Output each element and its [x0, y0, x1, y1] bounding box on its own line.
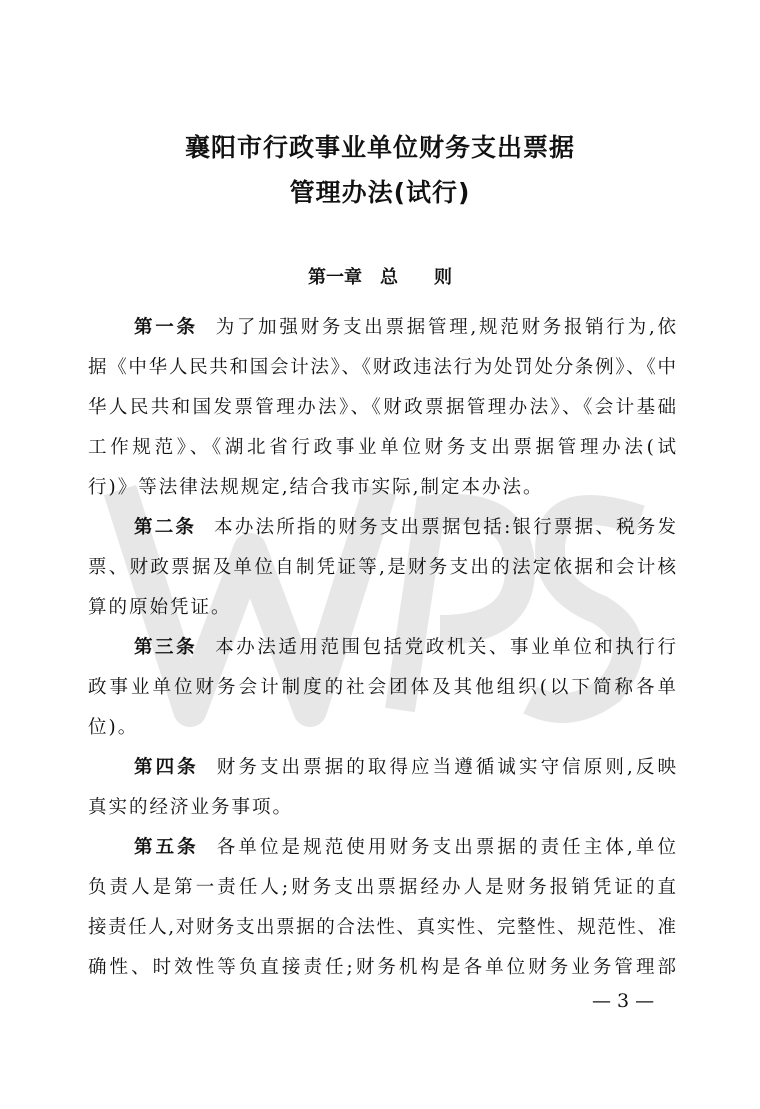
- line-text: 财务支出票据的取得应当遵循诚实守信原则,反映: [216, 757, 676, 778]
- line-text: 本办法适用范围包括党政机关、事业单位和执行行: [215, 637, 676, 658]
- line-text: 票、财政票据及单位自制凭证等,是财务支出的法定依据和会计核: [88, 557, 676, 578]
- text-line: [88, 513, 676, 553]
- line-text: 工作规范》、《湖北省行政事业单位财务支出票据管理办法(试: [88, 437, 676, 458]
- article-label: 第三条: [134, 637, 198, 658]
- line-text: 华人民共和国发票管理办法》、《财政票据管理办法》、《会计基础: [88, 397, 676, 418]
- text-line: [88, 913, 676, 953]
- document-body: [88, 313, 676, 993]
- article-label: 第四条: [134, 757, 199, 778]
- text-line: [88, 313, 676, 353]
- line-text: 负责人是第一责任人;财务支出票据经办人是财务报销凭证的直: [88, 877, 676, 898]
- article-paragraph: [88, 633, 676, 753]
- article-label: 第五条: [134, 837, 199, 858]
- line-text: 算的原始凭证。: [88, 597, 232, 618]
- text-line: [88, 793, 676, 833]
- document-title-line-1: 襄阳市行政事业单位财务支出票据: [184, 133, 575, 162]
- document-title-line-2: 管理办法(试行): [289, 178, 471, 207]
- text-line: [88, 633, 676, 673]
- article-label: 第一条: [134, 317, 198, 338]
- article-paragraph: [88, 833, 676, 993]
- article-label: 第二条: [134, 517, 197, 538]
- page-number: — 3 —: [592, 990, 655, 1012]
- text-line: [88, 953, 676, 993]
- line-text: 行)》等法律法规规定,结合我市实际,制定本办法。: [88, 477, 544, 498]
- line-text: 位)。: [88, 717, 139, 738]
- text-line: [88, 353, 676, 393]
- text-line: [88, 833, 676, 873]
- article-paragraph: [88, 753, 676, 833]
- text-line: [88, 873, 676, 913]
- text-line: [88, 393, 676, 433]
- line-text: 确性、时效性等负直接责任;财务机构是各单位财务业务管理部: [88, 957, 676, 978]
- line-text: 据《中华人民共和国会计法》、《财政违法行为处罚处分条例》、《中: [88, 357, 676, 378]
- line-text: 政事业单位财务会计制度的社会团体及其他组织(以下简称各单: [88, 677, 676, 698]
- text-line: [88, 473, 676, 513]
- article-paragraph: [88, 513, 676, 633]
- line-text: 接责任人,对财务支出票据的合法性、真实性、完整性、规范性、准: [88, 917, 676, 938]
- text-line: [88, 553, 676, 593]
- article-paragraph: [88, 313, 676, 513]
- text-line: [88, 753, 676, 793]
- line-text: 本办法所指的财务支出票据包括:银行票据、税务发: [214, 517, 676, 538]
- chapter-heading: 第一章 总 则: [308, 267, 452, 288]
- text-line: [88, 433, 676, 473]
- line-text: 真实的经济业务事项。: [88, 797, 294, 818]
- line-text: 为了加强财务支出票据管理,规范财务报销行为,依: [215, 317, 676, 338]
- text-line: [88, 713, 676, 753]
- text-line: [88, 593, 676, 633]
- line-text: 各单位是规范使用财务支出票据的责任主体,单位: [216, 837, 676, 858]
- text-line: [88, 673, 676, 713]
